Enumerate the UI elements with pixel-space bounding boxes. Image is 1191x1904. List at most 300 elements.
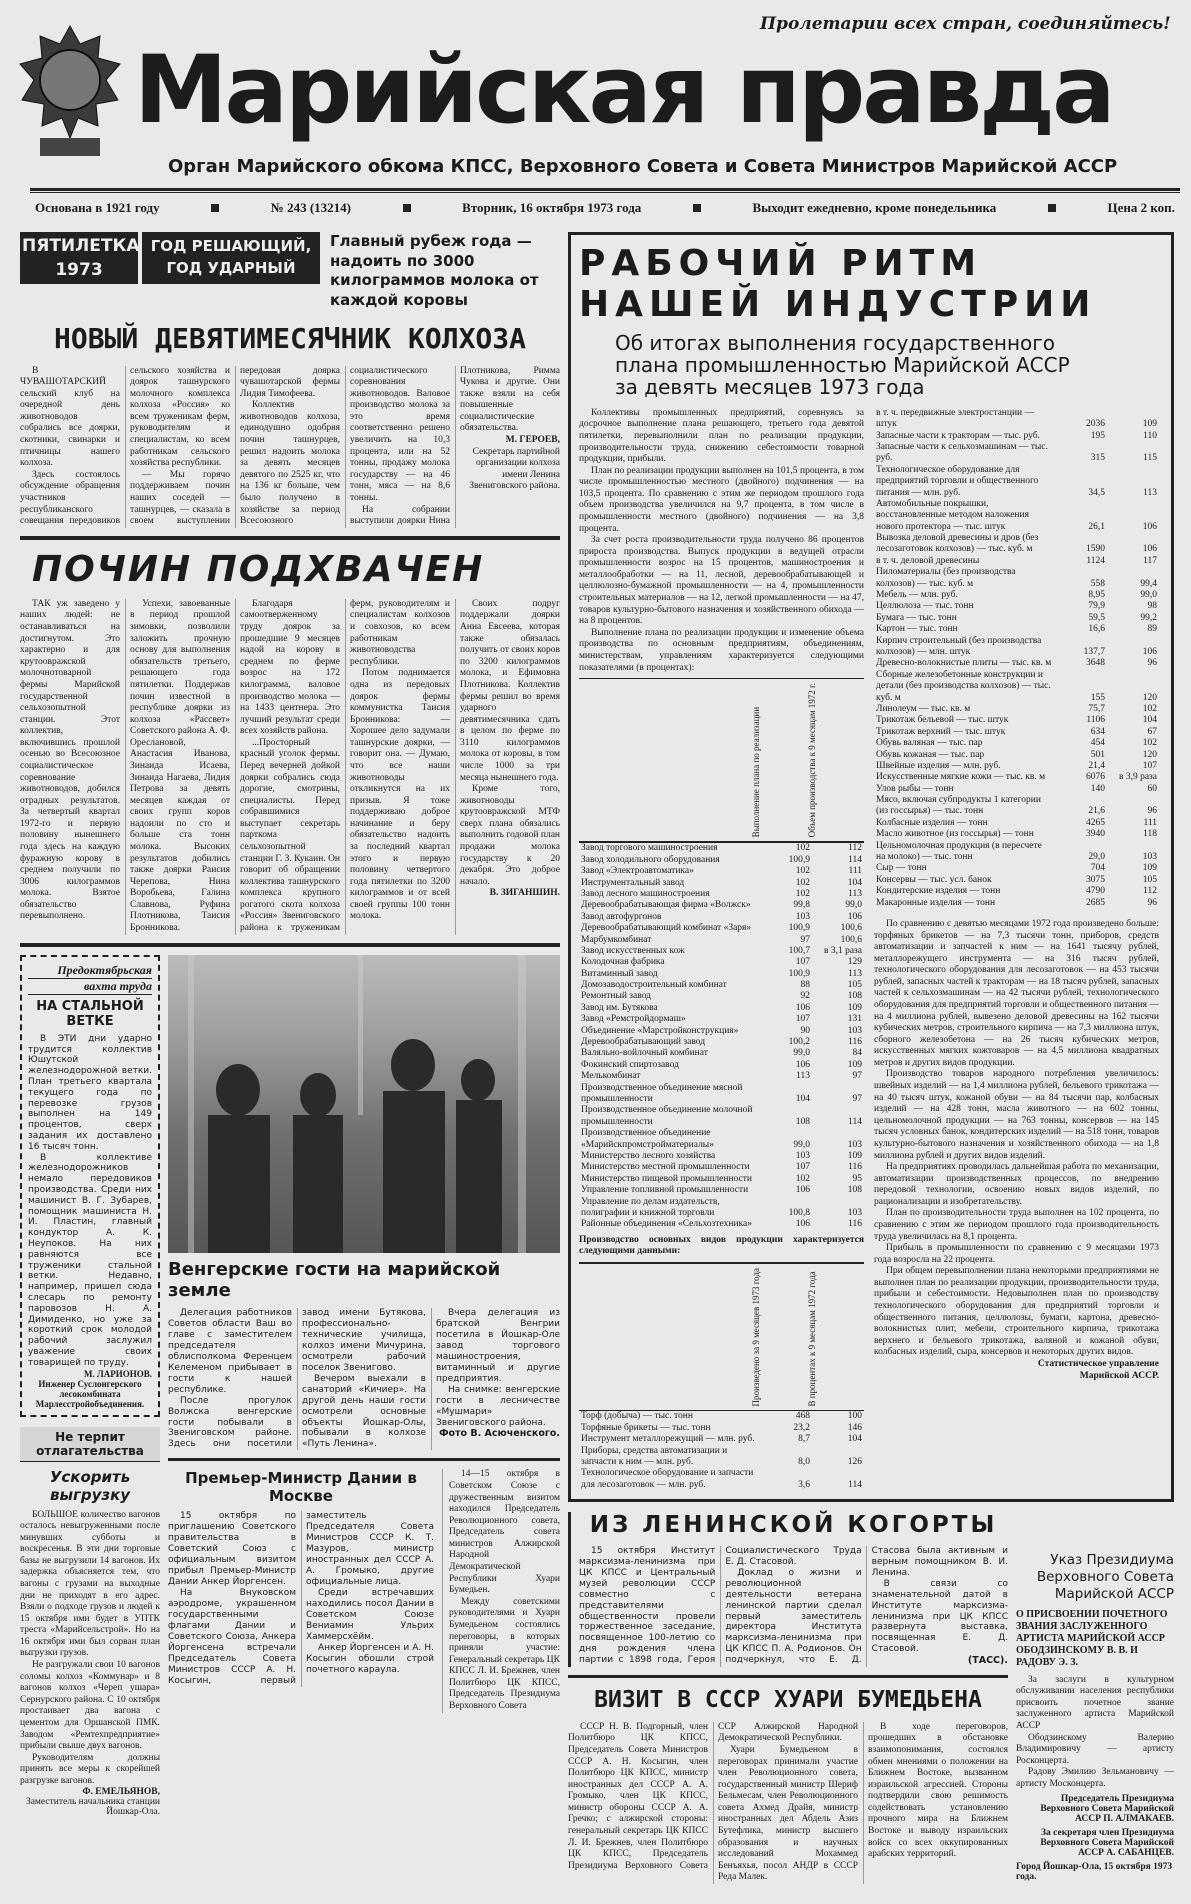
- table-row: [579, 1128, 864, 1151]
- masthead-divider: [30, 188, 1180, 193]
- table-intro: Производство основных видов продукции характеризуется следующими данными:: [579, 1234, 864, 1257]
- row-label: Районные объединения «Сельхозтехника»: [581, 1219, 752, 1230]
- row-value: 8,95: [1088, 590, 1105, 601]
- boumediene-headline: ВИЗИТ В СССР ХУАРИ БУМЕДЬЕНА: [594, 1686, 982, 1713]
- row-value: 4265: [1086, 817, 1105, 828]
- secretary-signature: За секретаря член Президиума Верховного Совета Марийской АССР А. САБАНЦЕВ.: [1040, 1827, 1174, 1858]
- row-value: 3940: [1086, 829, 1105, 840]
- row-label: Цельномолочная продукция (в пересчете на молоко) — тыс. тонн: [876, 840, 1042, 863]
- pochin-headline: ПОЧИН ПОДХВАЧЕН: [32, 548, 485, 590]
- row-value: 113: [1143, 487, 1157, 498]
- row-value: 97: [852, 1093, 862, 1104]
- table-row: [874, 431, 1159, 442]
- row-value: 108: [847, 1185, 862, 1196]
- row-value: 114: [848, 1116, 862, 1127]
- table-row: [874, 442, 1159, 465]
- row-label: Технологическое оборудование и запчасти для лесозаготовок — млн. руб.: [581, 1468, 754, 1490]
- author: Ф. ЕМЕЛЬЯНОВ,: [82, 1787, 160, 1798]
- data-table: [874, 408, 1159, 909]
- row-label: Завод искусственных кож: [581, 945, 685, 956]
- paragraph: Прибыль в промышленности по сравнению с 9 месяцами 1973 года возросла на 22 процента.: [874, 1243, 1159, 1265]
- row-value: 99,0: [845, 900, 862, 911]
- row-value: 113: [848, 968, 862, 979]
- table-row: [874, 818, 1159, 829]
- table-row: [874, 841, 1159, 864]
- row-label: Завод «Электроавтоматика»: [581, 866, 694, 877]
- row-value: 113: [848, 888, 862, 899]
- table-row: [874, 613, 1159, 624]
- row-value: 1106: [1086, 715, 1105, 726]
- row-value: 99,4: [1140, 578, 1157, 589]
- table-row: [874, 727, 1159, 738]
- author: В. ЗИГАНШИН.: [489, 888, 560, 899]
- row-value: 126: [847, 1456, 862, 1467]
- divider: [568, 1675, 1008, 1678]
- row-value: 103: [795, 1150, 810, 1161]
- enterprise-table: [579, 678, 864, 1231]
- paragraph: В ЭТИ дни ударно трудится коллектив Юшутской железнодорожной ветки. План третьего квартала текущего года по перевозке грузов выполнен на 149 процентов, сверх задания их доставлено 16 тысяч тонн.: [28, 1033, 152, 1152]
- row-label: Картон — тыс. тонн: [876, 624, 958, 635]
- table-row: [579, 1468, 864, 1491]
- row-value: 109: [847, 1002, 862, 1013]
- row-value: 140: [1090, 783, 1105, 794]
- row-label: Кирпич строительный (без производства колхозов) — млн. штук: [876, 635, 1042, 657]
- table-row: [579, 1014, 864, 1025]
- row-label: Производственное объединение «Марийскпромстройматериалы»: [581, 1128, 714, 1150]
- table-row: [874, 772, 1159, 783]
- row-value: 16,6: [1088, 624, 1105, 635]
- row-value: 105: [847, 980, 862, 991]
- table-row: [874, 875, 1159, 886]
- row-value: 99,2: [1140, 612, 1157, 623]
- row-value: 100,9: [788, 968, 810, 979]
- row-value: 79,9: [1088, 601, 1105, 612]
- row-value: 102: [795, 877, 810, 888]
- author-title: Заместитель начальника станции Йошкар-Ола.: [25, 1797, 160, 1818]
- row-value: 8,0: [798, 1456, 810, 1467]
- row-label: Завод автофургонов: [581, 911, 662, 922]
- row-value: 468: [795, 1411, 810, 1422]
- table-row: [579, 1185, 864, 1196]
- row-value: 99,0: [793, 1048, 810, 1059]
- row-value: 107: [795, 1162, 810, 1173]
- table-row: [579, 1174, 864, 1185]
- row-value: 111: [1143, 817, 1157, 828]
- paragraph: Вчера делегация из братской Венгрии посетила в Йошкар-Оле завод торгового машиностроения, витаминный и другие предприятия.: [436, 1307, 560, 1384]
- row-label: Колодочная фабрика: [581, 957, 665, 968]
- lower-right: [568, 1512, 1174, 1884]
- row-value: 21,6: [1088, 806, 1105, 817]
- row-value: 129: [847, 957, 862, 968]
- row-value: 114: [848, 854, 862, 865]
- row-value: 103: [847, 1139, 862, 1150]
- row-value: 96: [1147, 658, 1157, 669]
- table-row: [579, 1434, 864, 1445]
- five-year-plan-badge: [20, 232, 320, 284]
- page-body: [0, 224, 1191, 1904]
- row-label: Марбумкомбинат: [581, 934, 652, 945]
- row-label: Приборы, средства автоматизации и запчасти к ним — млн. руб.: [581, 1445, 728, 1467]
- row-value: 106: [795, 1002, 810, 1013]
- row-value: 634: [1090, 726, 1105, 737]
- row-label: Производственное объединение молочной промышленности: [581, 1105, 753, 1127]
- divider: [20, 943, 560, 947]
- lower-left: [20, 955, 560, 1818]
- right-column: [568, 232, 1174, 1884]
- paragraph: Благодаря самоотверженному труду доярок за прошедшие 9 месяцев надой на корову в среднем по ферме возрос на 172 килограмма, валовое производство молока — на 1433 центнера. Это лучший результат среди всех хозяйств района.: [240, 598, 340, 737]
- row-label: Запасные части к сельхозмашинам — тыс. руб.: [876, 441, 1048, 464]
- row-label: Завод торгового машиностроения: [581, 843, 718, 854]
- column-header: В процентах к 9 месяцам 1972 года: [807, 1271, 817, 1407]
- row-label: Витаминный завод: [581, 968, 658, 979]
- row-value: 106: [795, 1219, 810, 1230]
- row-value: 92: [800, 991, 810, 1002]
- divider: [20, 536, 560, 540]
- row-value: 75,7: [1088, 703, 1105, 714]
- table-row: [874, 408, 1159, 431]
- row-label: Министерство пищевой промышленности: [581, 1173, 752, 1184]
- author-title: Инженер Суслонгерского лесокомбината Марлесстройобъединения.: [35, 1378, 145, 1409]
- issue-number: № 243 (13214): [270, 200, 352, 215]
- row-value: 131: [847, 1014, 862, 1025]
- table-row: [579, 991, 864, 1002]
- row-label: Улов рыбы — тонн: [876, 783, 954, 794]
- row-value: 1124: [1086, 555, 1105, 566]
- row-value: 59,5: [1088, 612, 1105, 623]
- denmark-headline: Премьер-Министр Дании в Москве: [185, 1469, 417, 1506]
- paragraph: Здесь состоялось обсуждение обращения участников республиканского совещания передовиков сельского хозяйства и доярок ташнурского молочного комплекса колхоза «Россия» ко всем труженикам ферм, руководителям и специалистам, ко всем работникам сельского хозяйства республики.: [20, 365, 230, 527]
- data-table: [579, 843, 864, 1230]
- row-value: 102: [1142, 738, 1157, 749]
- paragraph: Выполнение плана по реализации продукции и изменение объема производства по основным предприятиям, объединениям, министерствам, управлениям характеризуется следующими показателями (в процентах):: [579, 627, 864, 673]
- steel-headline: НА СТАЛЬНОЙ ВЕТКЕ: [36, 998, 144, 1030]
- row-value: 3,6: [798, 1479, 810, 1490]
- column-header: Произведено за 9 месяцев 1973 года: [751, 1267, 761, 1407]
- row-value: 97: [800, 934, 810, 945]
- row-value: 104: [847, 877, 862, 888]
- paragraph: В ходе переговоров, прошедших в обстановке взаимопонимания, состоялся обмен мнениями о положении на Ближнем Востоке, вызванном израильской агрессией. Стороны подтвердили свою решимость содействовать установлению прочного мира на Ближнем Востоке и выводу израильских войск со всех оккупированных арабских территорий.: [868, 1721, 1008, 1860]
- decree: [1016, 1512, 1174, 1881]
- paragraph: — Мы горячо поддерживаем почин наших соседей — ташнурцев, — сказала в своем выступлении передовая доярка чувашотарской фермы Лидия Тимофеева.: [130, 365, 340, 527]
- table-row: [579, 1423, 864, 1434]
- row-label: Деревообрабатывающий завод: [581, 1037, 706, 1048]
- table-row: [874, 795, 1159, 818]
- row-value: 1590: [1086, 544, 1105, 555]
- row-value: 116: [848, 1219, 862, 1230]
- table-row: [579, 878, 864, 889]
- paragraph: За заслуги в культурном обслуживании населения республики присвоить почетное звание заслуженного артиста Марийской АССР: [1016, 1674, 1174, 1732]
- lenin-article: [568, 1512, 1008, 1667]
- news-column: [568, 1512, 1008, 1884]
- row-value: 108: [795, 1116, 810, 1127]
- paragraph: При общем перевыполнении плана некоторыми предприятиями не выполнен план по реализации продукции, производительности труда, прибыли и себестоимости. Недовыполнен план по производству технологического оборудования для предприятий торговли и общественного питания, целлюлозы, бумаги, картона, древесно-волокнистых плит, мебели, строительного кирпича, трикотажа верхнего и бельевого трикотажа, валяной и кожаной обуви, колбасных изделий, сыра, консервов и некоторых других видов.: [874, 1266, 1159, 1358]
- row-value: 102: [1142, 703, 1157, 714]
- order-badge-emblem: [14, 22, 126, 162]
- bullet: [211, 204, 219, 212]
- table-row: [874, 829, 1159, 840]
- table-row: [579, 889, 864, 900]
- paragraph: 14—15 октября в Советском Союзе с дружественным визитом находился Председатель Революционного совета, Председатель совета министров Алжирской Народной Демократической Республики Хуари Бумедьен.: [449, 1469, 560, 1596]
- paragraph: Вечером выехали в санаторий «Кичиер». На другой день наши гости осмотрели основные объекты Йошкар-Олы, побывали в колхозе «Путь Ленина».: [302, 1373, 426, 1450]
- newspaper-subtitle: Орган Марийского обкома КПСС, Верховного Совета и Совета Министров Марийской АССР: [168, 156, 1118, 177]
- paragraph: В связи со знаменательной датой в Институте марксизма-ленинизма при ЦК КПСС развернута выставка, посвященная Е. Д. Стасовой.: [871, 1578, 1008, 1655]
- row-label: в т. ч. передвижные электростанции — штук: [876, 407, 1035, 430]
- row-value: 100,7: [788, 945, 810, 956]
- paragraph: За счет роста производительности труда получено 86 процентов прироста производства. Выпуск продукции в ведущей отрасли промышленности возрос на 15 процентов, машиностроения и металлообработки — на 11, лесной, деревообрабатывающей и целлюлозно-бумажной промышленности — на 4, промышленности строительных материалов — на 12, легкой промышленности — на 47, товаров культурно-бытового назначения и хозяйственного обихода — на 8 процентов.: [579, 535, 864, 627]
- decree-heading: Указ Президиума Верховного Совета Марийской АССР: [1036, 1552, 1174, 1602]
- row-value: 2685: [1086, 897, 1105, 908]
- row-label: Министерство лесного хозяйства: [581, 1150, 716, 1161]
- paragraph: В ЧУВАШОТАРСКИЙ сельский клуб на очередной день животноводов собрались все доярки, скотники, свинарки и птичницы нашего колхоза.: [20, 365, 120, 469]
- row-value: 454: [1090, 738, 1105, 749]
- row-label: в т. ч. деловой древесины: [876, 555, 980, 566]
- lenin-headline: ИЗ ЛЕНИНСКОЙ КОГОРТЫ: [589, 1512, 998, 1539]
- row-value: 96: [1147, 806, 1157, 817]
- kolkhoz-rubric: Главный рубеж года — надоить по 3000 килограммов молока от каждой коровы: [330, 232, 539, 309]
- masthead: [0, 0, 1191, 224]
- table-row: [579, 1197, 864, 1220]
- lenin-body: [579, 1546, 1008, 1667]
- row-label: Торф (добыча) — тыс. тонн: [581, 1411, 693, 1422]
- row-value: 67: [1147, 726, 1157, 737]
- row-value: 99,0: [1140, 590, 1157, 601]
- paragraph: На предприятиях проводилась дальнейшая работа по механизации, автоматизации производственных процессов, по внедрению передовой технологии, освоению новых видов изделий, по рационализации и изобретательству.: [874, 1162, 1159, 1207]
- tass-column: [442, 1469, 560, 1712]
- table-row: [579, 1219, 864, 1230]
- row-value: 109: [1142, 419, 1157, 430]
- badge-year: ПЯТИЛЕТКА 1973: [20, 232, 138, 284]
- paragraph: БОЛЬШОЕ количество вагонов осталось невыгруженными после минувших субботы и воскресенья. В эти дни торговые базы не выгрузили 14 вагонов. Их задержка объясняется тем, что вагоны с грузами на выходные дни не приходят в его адрес. Взяли о подходе грузов и людей к 15 октября ими будет в УПТК треста «Марийсельстрой». Но на 16 октября ими был сорван план выгрузки грузов.: [20, 1509, 160, 1659]
- paragraph: Руководителям должны принять все меры к скорейшей разгрузке вагонов.: [20, 1752, 160, 1786]
- table-row: [579, 912, 864, 923]
- row-label: Деревообрабатывающая фирма «Волжск»: [581, 900, 751, 911]
- row-label: Инструмент металлорежущий — млн. руб.: [581, 1434, 755, 1445]
- row-value: 106: [795, 1059, 810, 1070]
- row-label: Завод холодильного оборудования: [581, 854, 720, 865]
- hungary-headline: Венгерские гости на марийской земле: [168, 1258, 501, 1302]
- industry-columns: [579, 408, 1163, 1491]
- paragraph: Потом поднимается одна из передовых доярок фермы коммунистка Таисия Бронникова: — Хорошее дело задумали ташнурские доярки, — говорит она. — Думаю, что все наши животноводы откликнутся на их призыв. Я тоже поддерживаю доброе начинание и беру обязательство надоить за последний квартал этого и первую половину четвертого года пятилетки по 3200 килограммов и от всей своей группы 100 тонн молока.: [350, 668, 450, 922]
- row-value: 88: [800, 980, 810, 991]
- row-value: 115: [1143, 453, 1157, 464]
- table-row: [579, 969, 864, 980]
- paragraph: После прогулок Волжска венгерские гости побывали в Звениговском районе. Здесь они посетили завод имени Бутякова, профессионально-технические училища, колхоз имени Мичурина, осмотрели рабочий поселок Звенигово.: [168, 1307, 426, 1450]
- paragraph: Хуари Бумедьеном в переговорах принимали участие член Революционного совета, государственный министр Шериф Бельмесам, член Революционного совета Ахмед Драйя, министр иностранных дел Абдель Азиз Бутефлика, министр высшего образования и научных исследований Мохаммед Бенъяхья, посол АНДР в СССР Реда Малек.: [718, 1745, 858, 1883]
- paragraph: Анкер Йоргенсен и А. Н. Косыгин обошли строй почетного караула.: [306, 1643, 434, 1675]
- paragraph: В коллективе железнодорожников немало передовиков производства. Среди них машинист В. Г. Зубарев, помощник машиниста Н. И. Пластин, главный кондуктор А. К. Неупоков. На них равняются все труженики стальной ветки. Недавно, например, пришел сюда слесарь по ремонту паровозов Н. А. Димиденко, но уже за короткий срок молодой рабочий заслужил уважение своих товарищей по труду.: [28, 1152, 152, 1368]
- source: (ТАСС).: [967, 1655, 1008, 1667]
- signature: Статистическое управление: [1037, 1358, 1159, 1369]
- paragraph: Среди встречавших находились посол Дании в Советском Союзе Вениамин Ульрих Хаммерсхёйм.: [306, 1588, 434, 1643]
- row-value: 103: [1142, 852, 1157, 863]
- paragraph: Успехи, завоеванные в период прошлой зимовки, позволили заложить прочную основу для выполнения обязательств третьего, решающего года пятилетки. Поддержав почин известной в республике доярки из колхоза «Рассвет» Советского района А. Ф. Ореслановой, Анастасия Иванова, Зинаида Исаева, Зинаида Нагаева, Лидия Петрова за девять месяцев каждая от своих групп коров надоили по сто и больше ста тонн молока. Высоких результатов добились также доярки Раисия Черепова, Нина Воробьева, Галина Славнова, Руфина Плотникова, Таисия Бронникова.: [130, 598, 230, 934]
- author: М. ГЕРОЕВ,: [505, 435, 560, 446]
- signature: Марийской АССР.: [1079, 1370, 1159, 1381]
- table-row: [874, 499, 1159, 533]
- row-value: 6076: [1086, 772, 1105, 783]
- row-value: 98: [1147, 601, 1157, 612]
- paragraph: На Внуковском аэродроме, украшенном государственными флагами Дании и Советского Союза, Анкера Йоргенсена встречали Председатель Совета Министров СССР А. Н. Косыгин, первый заместитель Председателя Совета Министров СССР К. Т. Мазуров, министр иностранных дел СССР А. А. Громыко, другие официальные лица.: [168, 1511, 434, 1686]
- denmark-article: [168, 1469, 434, 1687]
- row-value: 100: [847, 1411, 862, 1422]
- row-value: 118: [1143, 829, 1157, 840]
- table-row: [579, 1037, 864, 1048]
- paragraph: На собрании выступили доярки Нина Плотникова, Римма Чукова и другие. Они также взяли на себя повышенные социалистические обязательства.: [350, 365, 560, 527]
- row-label: Масло животное (из госсырья) — тонн: [876, 829, 1034, 840]
- row-label: Деревообрабатывающий комбинат «Заря»: [581, 923, 752, 934]
- row-value: 109: [847, 1150, 862, 1161]
- table-row: [579, 935, 864, 946]
- kolkhoz-headline: НОВЫЙ ДЕВЯТИМЕСЯЧНИК КОЛХОЗА: [53, 322, 526, 355]
- row-value: 26,1: [1088, 521, 1105, 532]
- table-row: [579, 1026, 864, 1037]
- paragraph: Коллектив животноводов колхоза, единодушно одобряя почин ташнурцев, решил надоить молока за девять месяцев девятого по 2525 кг, что на 136 кг больше, чем было получено в хозяйстве за период Всесоюзного социалистического соревнования животноводов. Валовое производство молока за это время соответственно решено увеличить на 10,3 процента, или на 52 тонны, продажу молока государству — на 46 тонн, мяса — на 8,6 тонны.: [240, 365, 450, 527]
- row-value: 106: [1142, 646, 1157, 657]
- paragraph: СССР Н. В. Подгорный, член Политбюро ЦК КПСС, Председатель Совета Министров СССР А. Н. Косыгин, член Политбюро ЦК КПСС, министр иностранных дел СССР А. А. Громыко, член ЦК КПСС, министр обороны СССР А. А. Гречко; с алжирской стороны: генеральный секретарь ЦК КПСС Л. И. Брежнев, член Политбюро ЦК КПСС, Председатель Президиума Верховного Совета ССР Алжирской Народной Демократической Республики.: [568, 1721, 858, 1871]
- chair-signature: Председатель Президиума Верховного Совета Марийской АССР П. АЛМАКАЕВ.: [1040, 1793, 1174, 1824]
- table-row: [874, 567, 1159, 590]
- row-label: Трикотаж бельевой — тыс. штук: [876, 715, 1009, 726]
- row-value: 106: [795, 1185, 810, 1196]
- table-row: [874, 533, 1159, 556]
- row-value: 89: [1147, 624, 1157, 635]
- paragraph: 15 октября по приглашению Советского правительства в Советский Союз с официальным визитом прибыл Премьер-Министр Дании Анкер Йоргенсен.: [168, 1511, 296, 1588]
- row-value: 108: [847, 991, 862, 1002]
- row-label: Линолеум — тыс. кв. м: [876, 703, 971, 714]
- product-table-2: [874, 408, 1159, 909]
- table-row: [579, 855, 864, 866]
- row-label: Вывозка деловой древесины и дров (без лесозаготовок колхозов) — тыс. куб. м: [876, 533, 1039, 555]
- pochin-body: [20, 599, 560, 935]
- table-row: [874, 658, 1159, 669]
- table-row: [874, 670, 1159, 704]
- author: М. ЛАРИОНОВ.: [84, 1368, 152, 1379]
- row-value: 3075: [1086, 874, 1105, 885]
- unloading-article: [20, 1427, 160, 1818]
- row-label: Пиломатериалы (без производства колхозов) — тыс. куб. м: [876, 567, 1016, 589]
- row-value: 558: [1090, 578, 1105, 589]
- row-value: 8,7: [798, 1434, 810, 1445]
- column-header: Объем производства к 9 месяцам 1972 г.: [807, 683, 817, 838]
- table-row: [579, 1151, 864, 1162]
- headline-line: РАБОЧИЙ РИТМ: [579, 243, 983, 284]
- paragraph: Производство товаров народного потребления увеличилось: швейных изделий — на 1,4 миллиона рублей, бельевого трикотажа — на 40 тысяч штук, кожаной обуви — на 84 тысячи пар, колбасных изделий — на 428 тонн, масла животного — на 602 тонны, цельномолочной продукции — на 763 тонны, консервов — на 145 тысяч условных банок, кондитерских изделий — на 518 тонн, товаров культурно-бытового назначения и хозяйственного обихода — на 1,8 миллиона рублей и других видов изделий.: [874, 1069, 1159, 1161]
- row-label: Мясо, включая субпродукты 1 категории (из госсырья) — тыс. тонн: [876, 795, 1041, 817]
- row-value: 3648: [1086, 658, 1105, 669]
- row-value: 100,2: [788, 1037, 810, 1048]
- table-row: [874, 761, 1159, 772]
- paragraph: На снимке: венгерские гости в лесничестве «Мушмари» Звениговского района.: [436, 1384, 560, 1428]
- row-value: 107: [795, 957, 810, 968]
- paragraph: Доклад о жизни и революционной деятельности ветерана ленинской партии сделал первый заместитель директора Института марксизма-ленинизма при ЦК КПСС П. А. Родионов. Он подчеркнул, что Е. Д. Стасова была активным и верным помощником В. И. Ленина.: [725, 1545, 1008, 1666]
- row-value: 103: [795, 911, 810, 922]
- table-row: [579, 1162, 864, 1173]
- row-value: 109: [847, 1059, 862, 1070]
- founded-text: Основана в 1921 году: [35, 200, 160, 215]
- row-value: 96: [1147, 897, 1157, 908]
- table-row: [579, 980, 864, 991]
- row-value: 113: [796, 1071, 810, 1082]
- paragraph: Радову Эмилию Зельмановичу — артисту Москонцерта.: [1016, 1767, 1174, 1789]
- row-value: 114: [848, 1479, 862, 1490]
- row-label: Обувь кожаная — тыс. пар: [876, 749, 985, 760]
- bullet: [693, 204, 701, 212]
- table-row: [874, 624, 1159, 635]
- price-text: Цена 2 коп.: [1107, 200, 1175, 215]
- table-row: [874, 738, 1159, 749]
- paragraph: Кроме того, животноводы крутоовражской МТФ сверх плана обязались выполнить годовой план продажи молока государству к 20 декабря. Это доброе начало.: [460, 784, 560, 887]
- row-label: Производственное объединение мясной промышленности: [581, 1082, 743, 1104]
- row-value: 106: [1142, 544, 1157, 555]
- data-table: [579, 1411, 864, 1491]
- row-value: 100,9: [788, 923, 810, 934]
- table-row: [874, 886, 1159, 897]
- badge-slogan: ГОД РЕШАЮЩИЙ, ГОД УДАРНЫЙ: [142, 232, 320, 284]
- row-label: Запасные части к тракторам — тыс. руб.: [876, 430, 1040, 441]
- column-header: Выполнение плана по реализации: [751, 707, 761, 838]
- row-value: 103: [847, 1207, 862, 1218]
- row-label: Автомобильные покрышки, восстановленные методом наложения нового протектора — тыс. штук: [876, 498, 1029, 532]
- industry-intro: [579, 408, 864, 674]
- row-label: Мебель — млн. руб.: [876, 590, 958, 601]
- industry-left: [579, 408, 864, 1491]
- row-value: 116: [848, 1162, 862, 1173]
- row-value: 107: [795, 1014, 810, 1025]
- paragraph: План по производительности труда выполнен на 102 процента, по сравнению с этим же периодом прошлого года производительность труда увеличилась на 8,1 процента.: [874, 1208, 1159, 1242]
- table-row: [874, 601, 1159, 612]
- row-label: Сыр — тонн: [876, 863, 927, 874]
- product-table-1: [579, 1262, 864, 1491]
- paragraph: Своих подруг поддержали доярки Анна Евсеева, которая также обязалась получить от своих коров по 3200 килограммов молока, и Ефимовна Плотникова. Коллектив фермы решил во время ударного девятимесячника сдать в целом по ферме по 3110 килограммов молока от коровы, в том числе 1000 за три месяца нынешнего года.: [460, 598, 560, 783]
- denmark-row: [168, 1469, 560, 1712]
- paragraph: Не разгружали свои 10 вагонов соломы колхоз «Коммунар» и 8 вагонов колхоз «Череп ушара» Сернурского района. С 10 октября простаивает два вагона с цементом для Оршанской ПМК. Заводом «Ремтехпредприятие» прибыли свыше двух вагонов.: [20, 1660, 160, 1752]
- table-row: [579, 866, 864, 877]
- unloading-headline: Ускорить выгрузку: [49, 1467, 131, 1504]
- row-value: 104: [1142, 715, 1157, 726]
- table-row: [874, 636, 1159, 659]
- row-label: Трикотаж верхний — тыс. штук: [876, 726, 1006, 737]
- author-title: Секретарь партийной организации колхоза имени Ленина Звениговского района.: [469, 446, 560, 492]
- rubric: Предоктябрьская: [28, 963, 152, 979]
- row-value: 102: [795, 1173, 810, 1184]
- row-value: 107: [1142, 760, 1157, 771]
- table-row: [579, 1083, 864, 1106]
- row-label: Торфяные брикеты — тыс. тонн: [581, 1422, 711, 1433]
- row-label: Валяльно-войлочный комбинат: [581, 1048, 708, 1059]
- table-row: [874, 750, 1159, 761]
- row-value: 100,9: [788, 854, 810, 865]
- row-value: в 3,9 раза: [1118, 772, 1157, 783]
- row-label: Технологическое оборудование для предприятий торговли и общественного питания — млн. руб.: [876, 464, 1039, 498]
- wide-column: [168, 955, 560, 1713]
- headline-line: НАШЕЙ ИНДУСТРИИ: [579, 284, 1097, 326]
- row-value: 155: [1090, 692, 1105, 703]
- row-value: 117: [1143, 555, 1157, 566]
- table-row: [874, 556, 1159, 567]
- table-row: [579, 946, 864, 957]
- row-value: 21,4: [1088, 760, 1105, 771]
- table-row: [579, 1048, 864, 1059]
- row-value: 111: [848, 866, 862, 877]
- table-row: [579, 1105, 864, 1128]
- table-row: [874, 715, 1159, 726]
- row-value: 195: [1090, 430, 1105, 441]
- table-row: [579, 1446, 864, 1469]
- rubric: Не терпит: [55, 1429, 125, 1444]
- row-value: 23,2: [793, 1422, 810, 1433]
- row-value: 95: [852, 1173, 862, 1184]
- paragraph: Делегация работников Советов области Ваш во главе с заместителем председателя облисполкома Ференцем Келеменом прибывает в гости к нашей республике.: [168, 1307, 292, 1395]
